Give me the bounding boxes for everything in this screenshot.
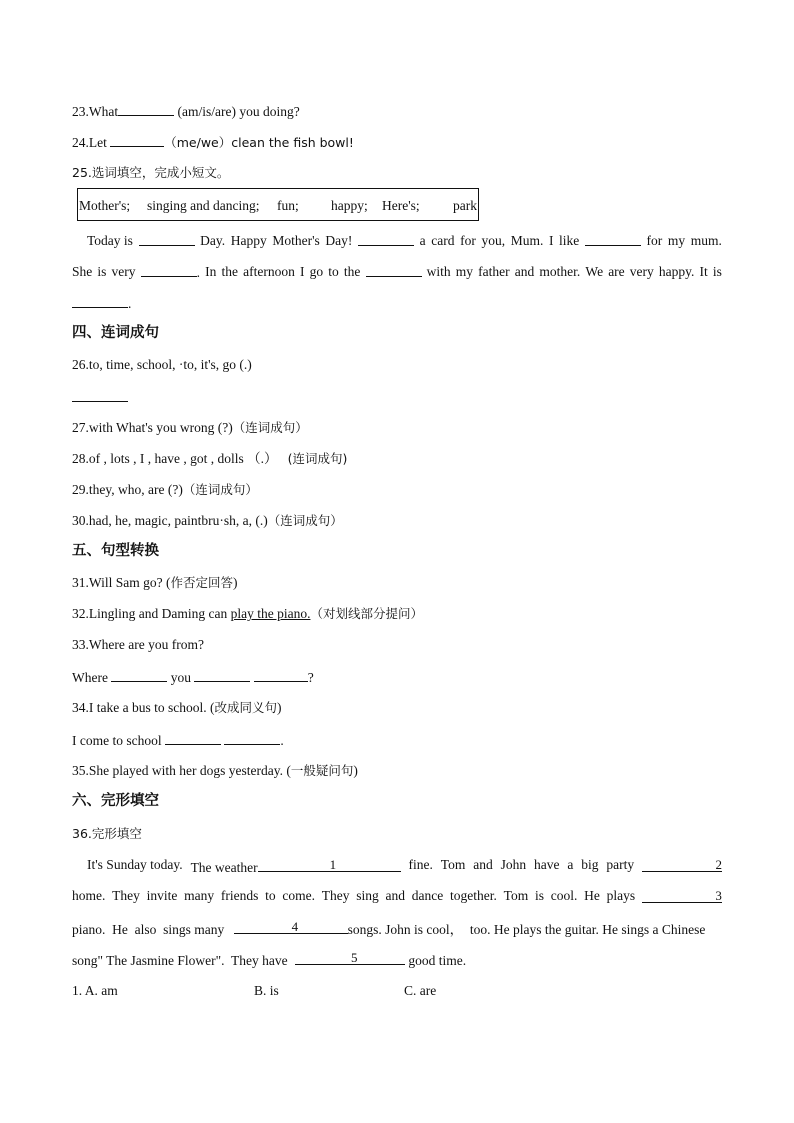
passage-word: to xyxy=(328,264,339,279)
cloze-text: He xyxy=(584,888,600,903)
question-30 xyxy=(72,512,343,530)
passage-word: Happy xyxy=(230,233,267,248)
q31-close: ) xyxy=(232,575,238,590)
q25-passage-line-1 xyxy=(72,232,722,250)
cloze-text: song" The Jasmine Flower". They have xyxy=(72,953,288,968)
question-36-title: 36.完形填空 xyxy=(72,826,142,841)
passage-word: In xyxy=(205,264,217,279)
cloze-text: piano. He also sings many xyxy=(72,922,225,937)
q29-instruction: （连词成句） xyxy=(182,482,258,497)
q33-answer-line xyxy=(72,668,314,687)
section-6-heading: 六、完形填空 xyxy=(72,793,159,809)
section-4-heading: 四、连词成句 xyxy=(72,325,159,341)
q24-blank[interactable] xyxy=(110,133,164,147)
passage-word: Today is xyxy=(87,233,133,248)
q34-answer-mark: . xyxy=(280,733,284,748)
passage-word: are xyxy=(608,264,625,279)
cloze-line-1 xyxy=(72,856,722,877)
option-b[interactable]: B. is xyxy=(254,983,279,998)
cloze-text: many xyxy=(184,888,215,903)
q34-close: ) xyxy=(276,700,282,715)
cloze-text: They xyxy=(321,888,350,903)
cloze-text: plays xyxy=(606,888,636,903)
q33-answer-mark: ? xyxy=(307,670,314,685)
cloze-text: Tom xyxy=(503,888,529,903)
cloze-text: big xyxy=(581,857,599,872)
q28-text: 28.of , lots , I , have , got , dolls （.） xyxy=(72,451,278,466)
passage-word: mother. xyxy=(539,264,581,279)
question-29 xyxy=(72,481,258,499)
word-bank-item: park xyxy=(453,198,477,213)
cloze-line-2 xyxy=(72,887,722,905)
passage-word: . xyxy=(128,296,132,311)
q31-text: 31.Will Sam go? ( xyxy=(72,575,171,590)
q26-answer-line[interactable] xyxy=(72,401,128,402)
q27-text: 27.with What's you wrong (?) xyxy=(72,420,233,435)
passage-word: I xyxy=(300,264,305,279)
question-25-title: 25.选词填空，完成小短文。 xyxy=(72,165,230,180)
passage-word: Day. xyxy=(200,233,226,248)
cloze-blank-4[interactable] xyxy=(234,918,348,934)
option-c[interactable]: C. are xyxy=(404,983,437,998)
q29-text: 29.they, who, are (?) xyxy=(72,482,183,497)
passage-word: very xyxy=(629,264,654,279)
cloze-text: cool. xyxy=(550,888,578,903)
q25-blank-5[interactable] xyxy=(366,263,422,277)
cloze-text: come. xyxy=(282,888,316,903)
q23-text-after: (am/is/are) you doing? xyxy=(177,104,300,119)
cloze-blank-number: 4 xyxy=(291,919,299,934)
q25-blank-2[interactable] xyxy=(358,232,414,246)
q34-answer-word: I come to school xyxy=(72,733,162,748)
q32-underlined-part: play the piano. xyxy=(230,606,311,621)
word-bank-item: fun; xyxy=(277,198,299,213)
section-5-heading: 五、句型转换 xyxy=(72,543,159,559)
cloze-text: party xyxy=(606,857,635,872)
question-35 xyxy=(72,762,358,780)
q32-instruction: （对划线部分提问） xyxy=(310,606,423,621)
q35-close: ) xyxy=(353,763,358,778)
q24-text-after: （me/we）clean the fish bowl! xyxy=(164,135,354,150)
q33-blank-3[interactable] xyxy=(254,668,308,682)
passage-word: Day! xyxy=(325,233,353,248)
passage-word: and xyxy=(514,264,535,279)
q35-text: 35.She played with her dogs yesterday. ( xyxy=(72,763,291,778)
cloze-text: and xyxy=(385,888,406,903)
q24-text-before: 24.Let xyxy=(72,135,107,150)
cloze-text: a xyxy=(567,857,574,872)
q30-text: 30.had, he, magic, paintbru·sh, a, (.) xyxy=(72,513,268,528)
cloze-text: together. xyxy=(450,888,497,903)
q31-instruction: 作否定回答 xyxy=(170,575,233,590)
cloze-text: Tom xyxy=(440,857,466,872)
word-bank-item: Mother's; xyxy=(79,198,131,213)
passage-word: is xyxy=(97,264,107,279)
passage-word: card xyxy=(431,233,455,248)
question-23 xyxy=(72,102,300,121)
passage-word: for xyxy=(646,233,663,248)
passage-word: I xyxy=(548,233,554,248)
passage-word: afternoon xyxy=(243,264,295,279)
cloze-line-3 xyxy=(72,918,722,939)
cloze-text: and xyxy=(473,857,493,872)
q28-instruction: (连词成句) xyxy=(287,451,348,466)
question-33: 33.Where are you from? xyxy=(72,637,204,652)
passage-word: is xyxy=(712,264,722,279)
cloze-text: songs. John is cool， too. He plays the guitar. He sings a Chinese xyxy=(347,922,706,937)
cloze-text: John xyxy=(500,857,527,872)
cloze-blank-1[interactable] xyxy=(258,856,401,872)
question-32 xyxy=(72,605,423,623)
passage-word: go xyxy=(309,264,324,279)
word-bank-box xyxy=(77,188,479,221)
question-28 xyxy=(72,450,347,468)
option-a[interactable]: 1. A. am xyxy=(72,983,118,998)
cloze-blank-2[interactable] xyxy=(642,856,722,872)
word-bank-item: singing and dancing; xyxy=(147,198,260,213)
question-24 xyxy=(72,133,354,152)
cloze-text: fine. xyxy=(408,857,433,872)
cloze-blank-number: 2 xyxy=(715,857,722,872)
question-34 xyxy=(72,699,281,717)
word-bank-item: happy; xyxy=(331,198,368,213)
cloze-text: is xyxy=(534,888,544,903)
passage-word: you, xyxy=(481,233,506,248)
passage-word: for xyxy=(460,233,476,248)
passage-word: a xyxy=(419,233,426,248)
cloze-text: invite xyxy=(146,888,178,903)
cloze-blank-number: 1 xyxy=(329,857,337,872)
q25-blank-4[interactable] xyxy=(141,263,197,277)
q25-blank-3[interactable] xyxy=(585,232,641,246)
passage-word: mum. xyxy=(690,233,722,248)
passage-word: . xyxy=(196,265,201,280)
cloze-blank-number: 3 xyxy=(715,888,722,903)
q35-instruction: 一般疑问句 xyxy=(290,763,354,778)
q27-instruction: （连词成句） xyxy=(232,420,308,435)
question-31 xyxy=(72,574,237,592)
passage-word: like xyxy=(559,233,580,248)
cloze-line-4 xyxy=(72,949,466,970)
cloze-text: sing xyxy=(356,888,379,903)
q34-answer-line xyxy=(72,731,284,750)
cloze-text: The weather xyxy=(190,860,258,875)
cloze-text: friends xyxy=(220,888,259,903)
cloze-text: have xyxy=(533,857,560,872)
q33-answer-word: Where xyxy=(72,670,108,685)
passage-word: Mother's xyxy=(272,233,320,248)
passage-word: We xyxy=(585,264,604,279)
cloze-blank-number: 5 xyxy=(351,950,358,965)
q33-answer-word: you xyxy=(170,670,191,685)
passage-word: father xyxy=(478,264,510,279)
cloze-text: to xyxy=(265,888,276,903)
passage-word: It xyxy=(699,264,708,279)
cloze-text: good time. xyxy=(408,953,467,968)
q25-blank-1[interactable] xyxy=(139,232,195,246)
q23-text-before: 23.What xyxy=(72,104,119,119)
q23-blank[interactable] xyxy=(118,102,174,116)
passage-word: She xyxy=(72,264,93,279)
passage-word: my xyxy=(455,264,474,279)
passage-word: with xyxy=(426,264,451,279)
passage-word: the xyxy=(221,264,239,279)
passage-word: the xyxy=(343,264,361,279)
q34-blank-1[interactable] xyxy=(165,731,221,745)
passage-word: happy. xyxy=(658,264,695,279)
passage-word: my xyxy=(667,233,686,248)
cloze-text: home. xyxy=(72,888,106,903)
cloze-text: They xyxy=(112,888,140,903)
cloze-text: dance xyxy=(411,888,444,903)
q25-passage-line-2 xyxy=(72,263,722,282)
word-bank-item: Here's; xyxy=(382,198,420,213)
q34-text: 34.I take a bus to school. ( xyxy=(72,700,215,715)
q32-text: 32.Lingling and Daming can xyxy=(72,606,231,621)
passage-word: Mum. xyxy=(510,233,544,248)
question-27 xyxy=(72,419,308,437)
question-26: 26.to, time, school, ·to, it's, go (.) xyxy=(72,357,252,372)
q34-blank-2[interactable] xyxy=(224,731,280,745)
q34-instruction: 改成同义句 xyxy=(214,700,277,715)
q33-blank-1[interactable] xyxy=(111,668,167,682)
q25-passage-line-3 xyxy=(72,294,131,313)
q25-blank-6[interactable] xyxy=(72,294,128,308)
q30-instruction: （连词成句） xyxy=(267,513,343,528)
cloze-blank-3[interactable] xyxy=(642,887,722,903)
cloze-text: It's Sunday today. xyxy=(87,857,183,872)
cloze-blank-5[interactable] xyxy=(295,949,405,965)
q33-blank-2[interactable] xyxy=(194,668,250,682)
passage-word: very xyxy=(111,264,136,279)
